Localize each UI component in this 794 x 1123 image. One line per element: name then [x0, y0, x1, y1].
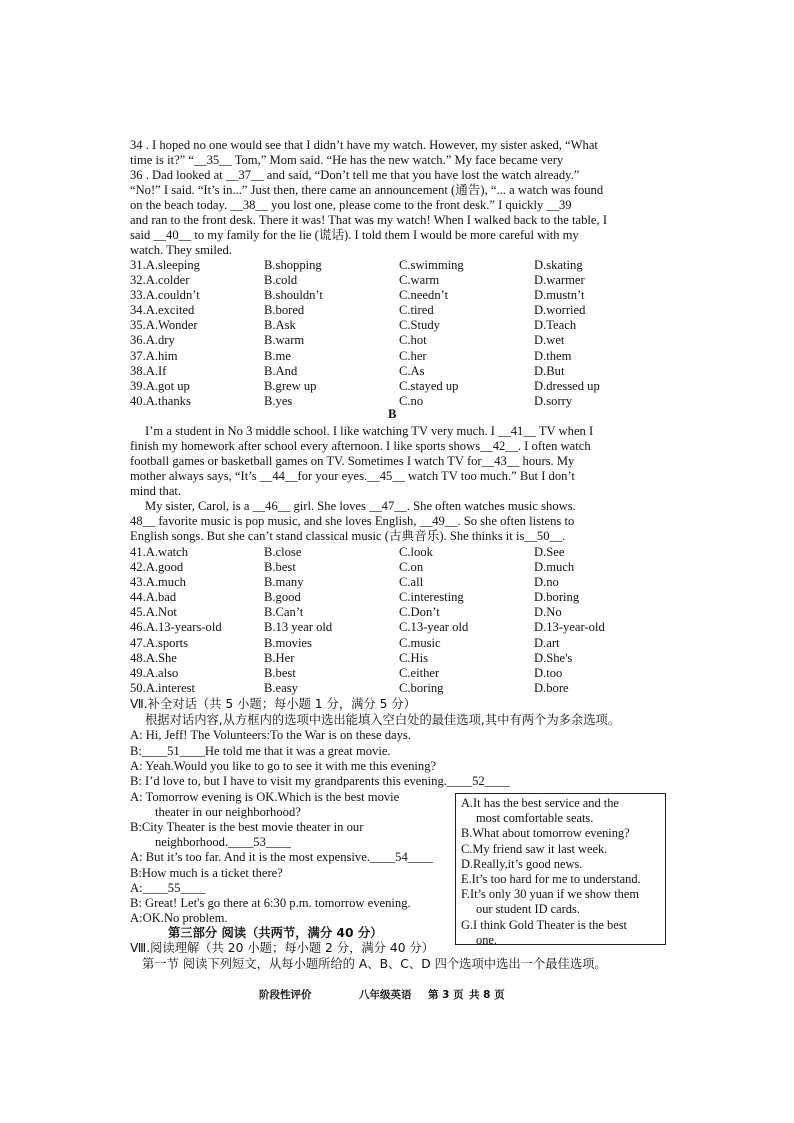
passage-b-line: 48__ favorite music is pop music, and she loves English, __49__. So she often listens to: [130, 514, 575, 528]
choice-item: G.I think Gold Theater is the best: [461, 917, 627, 932]
footer-page: 第 3 页: [428, 989, 464, 1001]
passage-a-line: and ran to the front desk. There it was! That was my watch! When I walked back to the table, I: [130, 213, 608, 227]
option-row: 44.A.bad B.good C.interesting D.boring: [130, 590, 580, 605]
options-a: [130, 258, 660, 409]
dialogue-line: A: Tomorrow evening is OK.Which is the best movie: [130, 790, 400, 804]
passage-b-line: I’m a student in No 3 middle school. I like watching TV very much. I __41__ TV when I: [145, 424, 594, 438]
footer-total: 共 8 页: [469, 989, 505, 1001]
option-row: 43.A.much B.many C.all D.no: [130, 575, 559, 590]
dialogue-line: B: I’d love to, but I have to visit my grandparents this evening.____52____: [130, 774, 510, 788]
passage-b-line: English songs. But she can’t stand classical music (古典音乐). She thinks it is__50__.: [130, 529, 566, 543]
option-row: 31.A.sleeping B.shopping C.swimming D.skating: [130, 258, 583, 272]
dialogue-line: A:____55____: [130, 881, 206, 895]
choice-item: E.It’s too hard for me to understand.: [461, 872, 641, 887]
footer-label: 阶段性评价: [259, 989, 312, 1001]
choice-item: B.What about tomorrow evening?: [461, 826, 630, 841]
option-row: 40.A.thanks B.yes C.no D.sorry: [130, 393, 573, 408]
dialogue-line: B: Great! Let's go there at 6:30 p.m. tomorrow evening.: [130, 896, 411, 910]
option-row: 33.A.couldn’t B.shouldn’t C.needn’t D.mustn’t: [130, 288, 585, 303]
option-row: 36.A.dry B.warm C.hot D.wet: [130, 333, 565, 348]
passage-b-line: mind that.: [130, 484, 182, 498]
passage-a-line: “No!” I said. “It’s in...” Just then, there came an announcement (通告), “... a watch was found: [130, 183, 604, 197]
option-row: 37.A.him B.me C.her D.them: [130, 348, 572, 363]
option-row: 38.A.If B.And C.As D.But: [130, 363, 565, 378]
dialogue-line: neighborhood.____53____: [155, 835, 292, 849]
option-row: 41.A.watch B.close C.look D.See: [130, 545, 565, 559]
passage-a-line: 34 . I hoped no one would see that I didn’t have my watch. However, my sister asked, “What: [130, 138, 598, 152]
choice-item: C.My friend saw it last week.: [461, 841, 608, 856]
option-row: 42.A.good B.best C.on D.much: [130, 560, 575, 575]
dialogue-line: A: Yeah.Would you like to go to see it with me this evening?: [130, 759, 437, 773]
dialogue-line: A: Hi, Jeff! The Volunteers:To the War is on these days.: [130, 728, 411, 742]
option-row: 34.A.excited B.bored C.tired D.worried: [130, 303, 586, 318]
dialogue-line: B:City Theater is the best movie theater in our: [130, 820, 364, 834]
choice-item: D.Really,it’s good news.: [461, 856, 583, 871]
footer-subject: 八年级英语: [359, 989, 412, 1001]
passage-a-line: said __40__ to my family for the lie (谎话). I told them I would be more careful with my: [130, 228, 579, 242]
passage-a-line: time is it?” “__35__ Tom,” Mom said. “He has the new watch.” My face became very: [130, 153, 564, 167]
section-8-heading: Ⅷ.阅读理解（共 20 小题；每小题 2 分，满分 40 分）: [130, 941, 435, 955]
passage-b-line: My sister, Carol, is a __46__ girl. She loves __47__. She often watches music shows.: [145, 499, 576, 513]
dialogue-line: A:OK.No problem.: [130, 911, 228, 925]
choice-item: our student ID cards.: [476, 902, 580, 917]
section-b-label: B: [388, 407, 397, 421]
section-8-instruction: 第一节 阅读下列短文，从每小题所给的 A、B、C、D 四个选项中选出一个最佳选项。: [142, 957, 607, 971]
option-row: 48.A.She B.Her C.His D.She's: [130, 650, 573, 665]
passage-b-line: mother always says, “It’s __44__for your eyes.__45__ watch TV too much.” But I don’t: [130, 469, 575, 483]
option-row: 39.A.got up B.grew up C.stayed up D.dressed up: [130, 378, 600, 393]
options-b: [130, 545, 660, 696]
passage-b-line: finish my homework after school every afternoon. I like sports shows__42__. I often watch: [130, 439, 591, 453]
dialogue-line: B:____51____He told me that it was a great movie.: [130, 744, 391, 758]
dialogue-line: A: But it’s too far. And it is the most expensive.____54____: [130, 850, 433, 864]
choice-item: F.It’s only 30 yuan if we show them: [461, 887, 639, 902]
section-7-heading: Ⅶ.补全对话（共 5 小题；每小题 1 分，满分 5 分）: [130, 697, 416, 711]
passage-a-line: on the beach today. __38__ you lost one, please come to the front desk.” I quickly __39: [130, 198, 572, 212]
passage-a-line: 36 . Dad looked at __37__ and said, “Don’t tell me that you have lost the watch already.”: [130, 168, 580, 182]
option-row: 32.A.colder B.cold C.warm D.warmer: [130, 273, 585, 288]
dialogue-line: theater in our neighborhood?: [155, 805, 301, 819]
option-row: 35.A.Wonder B.Ask C.Study D.Teach: [130, 318, 577, 333]
choice-item: A.It has the best service and the: [461, 796, 619, 810]
option-row: 45.A.Not B.Can’t C.Don’t D.No: [130, 605, 562, 620]
passage-b-line: football games or basketball games on TV. Sometimes I watch TV for__43__ hours. My: [130, 454, 575, 468]
option-row: 46.A.13-years-old B.13 year old C.13-year old D.13-year-old: [130, 620, 605, 635]
section-7-instruction: 根据对话内容,从方框内的选项中选出能填入空白处的最佳选项,其中有两个为多余选项。: [145, 713, 621, 727]
choice-item: most comfortable seats.: [476, 811, 594, 826]
dialogue-line: B:How much is a ticket there?: [130, 866, 283, 880]
choices-box: [455, 793, 666, 945]
option-row: 47.A.sports B.movies C.music D.art: [130, 635, 560, 650]
part-3-heading: 第三部分 阅读（共两节，满分 40 分）: [168, 926, 383, 940]
option-row: 50.A.interest B.easy C.boring D.bore: [130, 680, 569, 695]
passage-a-line: watch. They smiled.: [130, 243, 232, 257]
option-row: 49.A.also B.best C.either D.too: [130, 665, 563, 680]
choice-item: one.: [476, 932, 497, 947]
